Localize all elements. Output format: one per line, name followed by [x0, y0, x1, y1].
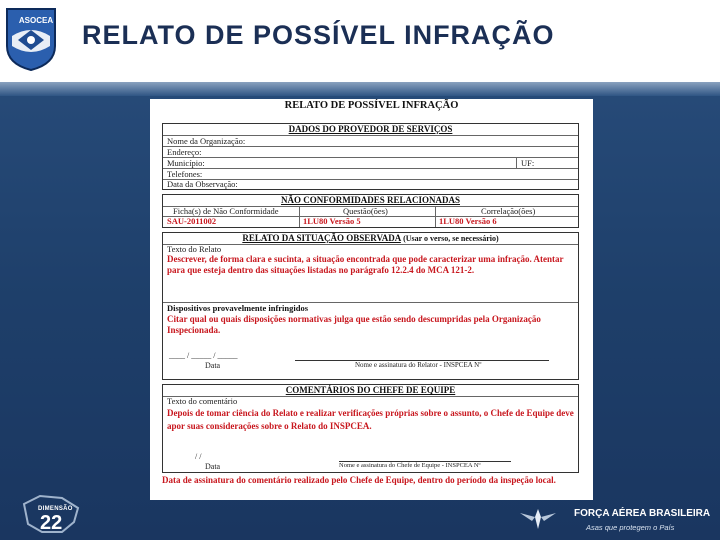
comments-date-label: Data	[205, 462, 221, 471]
field-observation-date: Data da Observação:	[167, 179, 238, 189]
nc-col-sheet: Ficha(s) de Não Conformidade	[173, 206, 279, 216]
field-uf: UF:	[521, 158, 535, 168]
dimensao-label: DIMENSÃO	[38, 506, 73, 512]
fab-tagline: Asas que protegem o País	[586, 523, 675, 532]
devices-label: Dispositivos provavelmente infringidos	[167, 303, 309, 313]
comments-signature-label: Nome e assinatura do Chefe de Equipe - INSPCEA Nº	[339, 462, 481, 469]
nc-value-sheet: SAU-2011002	[167, 216, 217, 226]
nc-col-question: Questão(ões)	[343, 206, 388, 216]
provider-section	[162, 123, 579, 190]
header-divider	[0, 82, 720, 96]
field-address: Endereço:	[167, 147, 202, 157]
page-title: RELATO DE POSSÍVEL INFRAÇÃO	[82, 20, 555, 50]
logo-label: ASOCEA	[18, 16, 54, 25]
comments-section	[162, 384, 579, 473]
comments-heading: COMENTÁRIOS DO CHEFE DE EQUIPE	[285, 385, 456, 395]
report-date-label: Data	[205, 361, 221, 370]
comments-footer-instruction: Data de assinatura do comentário realizado pelo Chefe de Equipe, dentro do período da inspeção local.	[162, 475, 556, 485]
comments-date-line: / /	[195, 452, 202, 461]
nonconformities-section	[162, 194, 579, 228]
fab-wings-icon	[518, 505, 558, 533]
field-organization: Nome da Organização:	[167, 136, 246, 146]
dimensao-22-logo	[18, 492, 84, 536]
form-document	[150, 99, 593, 500]
field-phones: Telefones:	[167, 169, 203, 179]
comments-text-label: Texto do comentário	[167, 396, 238, 406]
nonconformities-heading: NÃO CONFORMIDADES RELACIONADAS	[280, 195, 460, 205]
form-title: RELATO DE POSSÍVEL INFRAÇÃO	[284, 100, 459, 111]
report-heading: RELATO DA SITUAÇÃO OBSERVADA (Usar o verso, se necessário)	[242, 233, 499, 243]
report-instruction: Descrever, de forma clara e sucinta, a situação encontrada que pode caracterizar uma infração. Atentar para que esteja dentro das situações listadas no parágrafo 12.2.4 do MCA 121-2.	[167, 254, 564, 275]
nc-value-question: 1LU80 Versão 5	[303, 216, 361, 226]
report-text-label: Texto do Relato	[167, 244, 222, 254]
provider-heading: DADOS DO PROVEDOR DE SERVIÇOS	[288, 124, 453, 134]
fab-name: FORÇA AÉREA BRASILEIRA	[574, 508, 711, 519]
field-municipality: Município:	[167, 158, 205, 168]
dimensao-number: 22	[40, 512, 63, 534]
report-signature-label: Nome e assinatura do Relator - INSPCEA Nº	[355, 361, 482, 369]
comments-instruction: Depois de tomar ciência do Relato e realizar verificações próprias sobre o assunto, o Chefe de Equipe deve apor suas considerações sobre o Relato do INSPCEA.	[167, 408, 574, 431]
devices-instruction: Citar qual ou quais disposições normativas julga que estão sendo descumpridas pela Organização Inspecionada.	[167, 314, 541, 335]
asocea-logo	[4, 6, 58, 72]
report-date-line: ____ / _____ / _____	[169, 351, 238, 360]
report-section	[162, 232, 579, 380]
nc-value-correlation: 1LU80 Versão 6	[439, 216, 497, 226]
nc-col-correlation: Correlação(ões)	[481, 206, 536, 216]
fab-brand	[518, 505, 714, 535]
